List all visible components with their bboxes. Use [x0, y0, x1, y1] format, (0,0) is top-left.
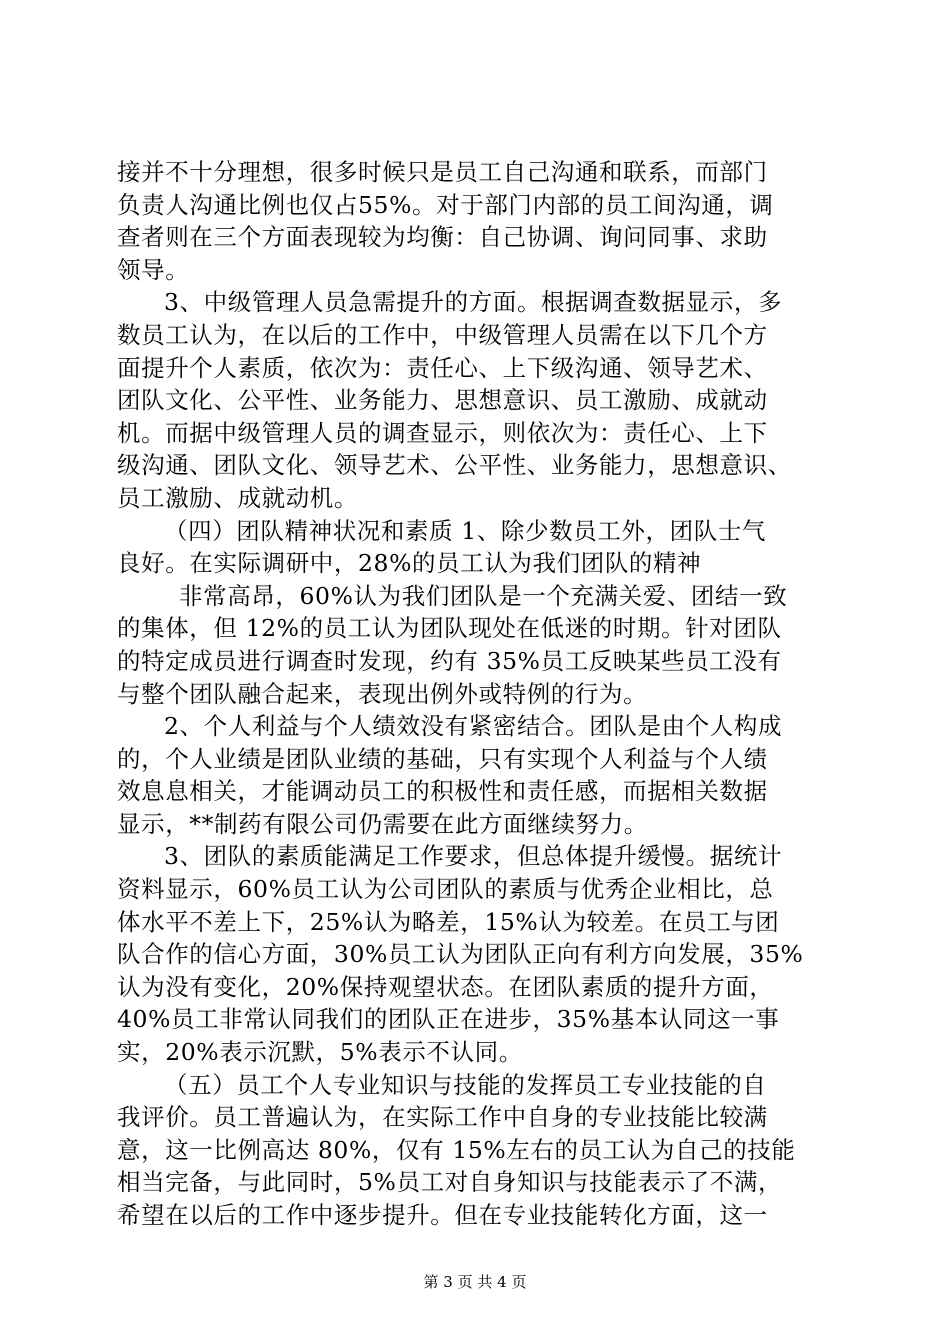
text-line: 体水平不差上下，25%认为略差，15%认为较差。在员工与团 — [117, 907, 780, 936]
text-line: 显示，**制药有限公司仍需要在此方面继续努力。 — [117, 809, 648, 838]
body-text — [117, 156, 833, 1232]
text-line: 意，这一比例高达 80%，仅有 15%左右的员工认为自己的技能 — [117, 1135, 796, 1164]
text-line: 队合作的信心方面，30%员工认为团队正向有利方向发展，35% — [117, 940, 804, 969]
text-line: 的特定成员进行调查时发现，约有 35%员工反映某些员工没有 — [117, 646, 782, 675]
text-line: 数员工认为，在以后的工作中，中级管理人员需在以下几个方 — [117, 320, 768, 349]
text-line: 与整个团队融合起来，表现出例外或特例的行为。 — [117, 679, 648, 708]
text-line: 面提升个人素质，依次为：责任心、上下级沟通、领导艺术、 — [117, 353, 768, 382]
text-line: 希望在以后的工作中逐步提升。但在专业技能转化方面，这一 — [117, 1201, 768, 1229]
text-line: （五）员工个人专业知识与技能的发挥员工专业技能的自 — [164, 1070, 767, 1099]
text-line: 实，20%表示沉默，5%表示不认同。 — [117, 1038, 523, 1067]
text-line: 相当完备，与此同时，5%员工对自身知识与技能表示了不满， — [117, 1168, 783, 1197]
text-line: 3、中级管理人员急需提升的方面。根据调查数据显示，多 — [164, 288, 783, 317]
text-line: 效息息相关，才能调动员工的积极性和责任感，而据相关数据 — [117, 777, 768, 806]
text-line: （四）团队精神状况和素质 1、除少数员工外，团队士气 — [164, 516, 767, 545]
text-line: 良好。在实际调研中，28%的员工认为我们团队的精神 — [117, 549, 702, 578]
text-line: 团队文化、公平性、业务能力、思想意识、员工激励、成就动 — [117, 386, 768, 415]
text-line: 40%员工非常认同我们的团队正在进步，35%基本认同这一事 — [117, 1005, 780, 1034]
text-line: 领导。 — [117, 255, 190, 284]
text-line: 3、团队的素质能满足工作要求，但总体提升缓慢。据统计 — [164, 842, 783, 871]
page-footer: 第 3 页 共 4 页 — [423, 1273, 527, 1291]
text-line: 级沟通、团队文化、领导艺术、公平性、业务能力，思想意识、 — [117, 451, 792, 480]
text-line: 认为没有变化，20%保持观望状态。在团队素质的提升方面， — [117, 972, 774, 1001]
text-line: 2、个人利益与个人绩效没有紧密结合。团队是由个人构成 — [164, 712, 783, 741]
text-line: 查者则在三个方面表现较为均衡：自己协调、询问同事、求助 — [117, 223, 768, 252]
text-line: 机。而据中级管理人员的调查显示，则依次为：责任心、上下 — [117, 418, 768, 447]
text-line: 我评价。员工普遍认为，在实际工作中自身的专业技能比较满 — [117, 1103, 768, 1132]
text-line: 员工激励、成就动机。 — [117, 483, 358, 512]
text-line: 资料显示，60%员工认为公司团队的素质与优秀企业相比，总 — [117, 875, 774, 904]
text-line: 非常高昂，60%认为我们团队是一个充满关爱、团结一致 — [179, 581, 788, 610]
text-line: 接并不十分理想，很多时候只是员工自己沟通和联系，而部门 — [117, 158, 768, 186]
text-line: 负责人沟通比例也仅占55%。对于部门内部的员工间沟通，调 — [117, 190, 774, 219]
text-line: 的集体，但 12%的员工认为团队现处在低迷的时期。针对团队 — [117, 614, 782, 643]
text-line: 的，个人业绩是团队业绩的基础，只有实现个人利益与个人绩 — [117, 744, 768, 773]
